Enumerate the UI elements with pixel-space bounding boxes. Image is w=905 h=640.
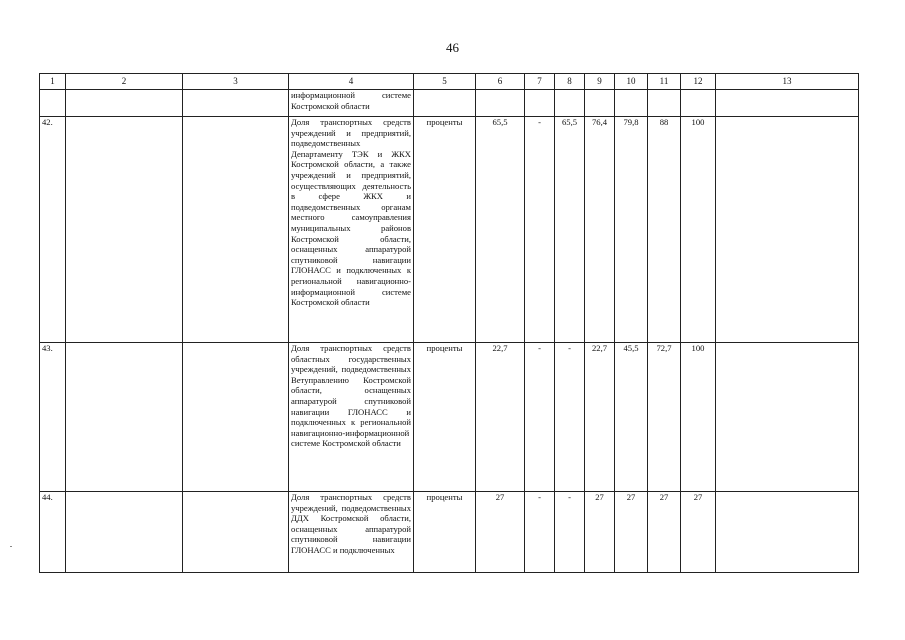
value-cell: 27 xyxy=(476,492,525,573)
column-header: 10 xyxy=(615,74,648,90)
indicators-table xyxy=(39,73,859,573)
value-cell: - xyxy=(555,492,585,573)
column-header: 7 xyxy=(525,74,555,90)
indicator-description: Доля транспортных средств областных государственных учреждений, подведомственных Ветуправлению Костромской области, оснащенных аппаратурой спутниковой навигации ГЛОНАСС и подключенных к региональной навигационно-информационной системе Костромской области xyxy=(289,343,414,492)
value-cell xyxy=(716,343,859,492)
column-header: 1 xyxy=(40,74,66,90)
value-cell: 27 xyxy=(681,492,716,573)
column-header: 6 xyxy=(476,74,525,90)
row-number xyxy=(40,90,66,117)
scan-speck xyxy=(10,546,12,547)
column-header: 3 xyxy=(183,74,289,90)
value-cell xyxy=(716,492,859,573)
value-cell: 88 xyxy=(648,117,681,343)
value-cell: - xyxy=(555,343,585,492)
value-cell: 79,8 xyxy=(615,117,648,343)
column-header: 5 xyxy=(414,74,476,90)
column-header: 4 xyxy=(289,74,414,90)
unit-cell: проценты xyxy=(414,117,476,343)
value-cell: 65,5 xyxy=(476,117,525,343)
table-row xyxy=(40,492,859,573)
column-header: 9 xyxy=(585,74,615,90)
value-cell: - xyxy=(525,117,555,343)
indicator-description: Доля транспортных средств учреждений и предприятий, подведомственных Департаменту ТЭК и ЖКХ Костромской области, а также учреждений и предприятий, осуществляющих деятельность в сфере ЖКХ и подведомственных органам местного самоуправления муниципальных районов Костромской области, оснащенных аппаратурой спутниковой навигации ГЛОНАСС и подключенных к региональной навигационно-информационной системе Костромской области xyxy=(289,117,414,343)
value-cell: 72,7 xyxy=(648,343,681,492)
column-header: 12 xyxy=(681,74,716,90)
value-cell: - xyxy=(525,492,555,573)
value-cell: 100 xyxy=(681,117,716,343)
column-header: 11 xyxy=(648,74,681,90)
value-cell: 22,7 xyxy=(585,343,615,492)
table-row xyxy=(40,343,859,492)
column-header: 8 xyxy=(555,74,585,90)
column-header: 2 xyxy=(66,74,183,90)
table-row-continuation xyxy=(40,90,859,117)
indicator-description: информационной системе Костромской области xyxy=(289,90,414,117)
column-header: 13 xyxy=(716,74,859,90)
unit-cell: проценты xyxy=(414,343,476,492)
unit-cell: проценты xyxy=(414,492,476,573)
value-cell: 65,5 xyxy=(555,117,585,343)
value-cell: 27 xyxy=(585,492,615,573)
value-cell: - xyxy=(525,343,555,492)
page-number: 46 xyxy=(446,40,459,55)
value-cell: 100 xyxy=(681,343,716,492)
table-header-row xyxy=(40,74,859,90)
value-cell: 45,5 xyxy=(615,343,648,492)
value-cell: 27 xyxy=(615,492,648,573)
table-row xyxy=(40,117,859,343)
row-number: 44. xyxy=(40,492,66,573)
value-cell: 76,4 xyxy=(585,117,615,343)
value-cell xyxy=(716,117,859,343)
row-number: 42. xyxy=(40,117,66,343)
indicator-description: Доля транспортных средств учреждений, подведомственных ДДХ Костромской области, оснащенных аппаратурой спутниковой навигации ГЛОНАСС и подключенных xyxy=(289,492,414,573)
value-cell: 22,7 xyxy=(476,343,525,492)
row-number: 43. xyxy=(40,343,66,492)
value-cell: 27 xyxy=(648,492,681,573)
